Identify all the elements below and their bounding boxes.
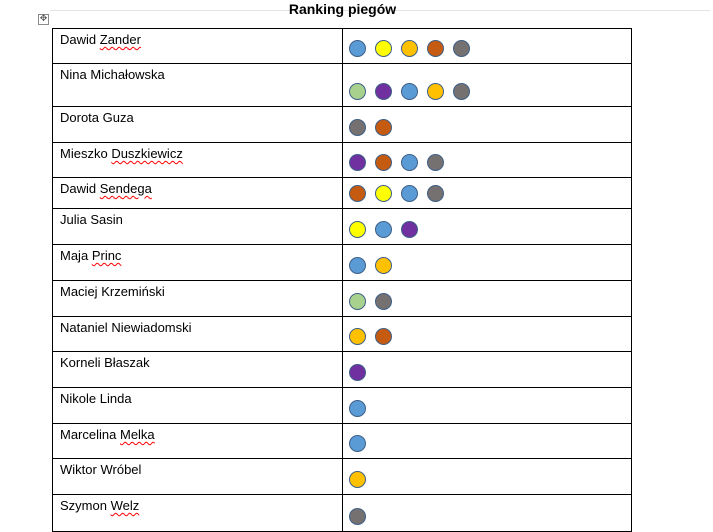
person-name [53, 29, 141, 48]
first-name: Marcelina [60, 427, 117, 442]
rust-circle-icon [427, 40, 444, 57]
rust-circle-icon [375, 328, 392, 345]
name-cell[interactable] [53, 495, 343, 532]
freckle-dots [349, 38, 479, 58]
last-name: Michałowska [90, 67, 165, 82]
person-name [53, 281, 165, 300]
name-cell[interactable] [53, 209, 343, 245]
freckle-dots [349, 81, 479, 101]
freckle-cell[interactable] [343, 495, 632, 532]
blue-circle-icon [349, 435, 366, 452]
freckle-dots [349, 255, 401, 275]
freckle-dots [349, 326, 401, 346]
freckle-cell[interactable] [343, 29, 632, 64]
green-circle-icon [349, 293, 366, 310]
freckle-cell[interactable] [343, 459, 632, 495]
table-row [53, 317, 632, 352]
name-cell[interactable] [53, 107, 343, 143]
blue-circle-icon [401, 154, 418, 171]
freckle-dots [349, 506, 375, 526]
table-row [53, 352, 632, 388]
name-cell[interactable] [53, 424, 343, 459]
table-row [53, 209, 632, 245]
blue-circle-icon [401, 83, 418, 100]
last-name: Duszkiewicz [111, 146, 183, 161]
first-name: Nikole [60, 391, 97, 406]
first-name: Szymon [60, 498, 107, 513]
freckle-cell[interactable] [343, 388, 632, 424]
name-cell[interactable] [53, 459, 343, 495]
person-name [53, 209, 123, 228]
yellow-circle-icon [375, 40, 392, 57]
orange-circle-icon [349, 328, 366, 345]
last-name: Zander [99, 32, 141, 47]
freckle-cell[interactable] [343, 143, 632, 178]
person-name [53, 424, 155, 443]
last-name: Melka [119, 427, 155, 442]
name-cell[interactable] [53, 64, 343, 107]
table-row [53, 495, 632, 532]
person-name [53, 143, 183, 162]
table-row [53, 143, 632, 178]
last-name: Błaszak [104, 355, 150, 370]
gray-circle-icon [349, 119, 366, 136]
last-name: Guza [102, 110, 134, 125]
freckle-cell[interactable] [343, 317, 632, 352]
last-name: Welz [110, 498, 140, 513]
orange-circle-icon [427, 83, 444, 100]
first-name: Mieszko [60, 146, 108, 161]
last-name: Wróbel [100, 462, 142, 477]
purple-circle-icon [375, 83, 392, 100]
blue-circle-icon [401, 185, 418, 202]
first-name: Dawid [60, 32, 97, 47]
freckle-dots [349, 117, 401, 137]
purple-circle-icon [401, 221, 418, 238]
first-name: Nina [60, 67, 87, 82]
last-name: Princ [91, 248, 122, 263]
yellow-circle-icon [375, 185, 392, 202]
yellow-circle-icon [349, 221, 366, 238]
first-name: Dorota [60, 110, 100, 125]
first-name: Wiktor [60, 462, 97, 477]
freckle-cell[interactable] [343, 178, 632, 209]
first-name: Maja [60, 248, 89, 263]
person-name [53, 245, 121, 264]
table-row [53, 424, 632, 459]
name-cell[interactable] [53, 317, 343, 352]
person-name [53, 459, 141, 478]
gray-circle-icon [375, 293, 392, 310]
person-name [53, 317, 192, 336]
blue-circle-icon [375, 221, 392, 238]
orange-circle-icon [401, 40, 418, 57]
table-row [53, 459, 632, 495]
person-name [53, 352, 150, 371]
purple-circle-icon [349, 154, 366, 171]
gray-circle-icon [427, 154, 444, 171]
table-row [53, 281, 632, 317]
freckle-cell[interactable] [343, 64, 632, 107]
name-cell[interactable] [53, 178, 343, 209]
name-cell[interactable] [53, 388, 343, 424]
freckle-cell[interactable] [343, 107, 632, 143]
person-name [53, 388, 132, 407]
freckle-dots [349, 152, 453, 172]
green-circle-icon [349, 83, 366, 100]
freckle-dots [349, 183, 453, 203]
last-name: Niewiadomski [111, 320, 192, 335]
first-name: Maciej [60, 284, 98, 299]
freckle-cell[interactable] [343, 245, 632, 281]
table-move-handle-icon[interactable]: ✥ [39, 14, 48, 24]
rust-circle-icon [375, 119, 392, 136]
document-title: Ranking piegów [288, 1, 397, 17]
last-name: Sasin [90, 212, 123, 227]
freckle-dots [349, 469, 375, 489]
orange-circle-icon [349, 471, 366, 488]
freckle-dots [349, 219, 427, 239]
gray-circle-icon [427, 185, 444, 202]
freckle-cell[interactable] [343, 281, 632, 317]
ranking-table [52, 28, 632, 532]
orange-circle-icon [375, 257, 392, 274]
person-name [53, 64, 165, 83]
freckle-dots [349, 291, 401, 311]
gray-circle-icon [349, 508, 366, 525]
freckle-cell[interactable] [343, 209, 632, 245]
person-name [53, 495, 139, 514]
blue-circle-icon [349, 400, 366, 417]
purple-circle-icon [349, 364, 366, 381]
freckle-dots [349, 398, 375, 418]
first-name: Dawid [60, 181, 97, 196]
name-cell[interactable] [53, 352, 343, 388]
gray-circle-icon [453, 40, 470, 57]
name-cell[interactable] [53, 143, 343, 178]
table-row [53, 178, 632, 209]
last-name: Linda [99, 391, 132, 406]
rust-circle-icon [349, 185, 366, 202]
table-row [53, 245, 632, 281]
name-cell[interactable] [53, 281, 343, 317]
last-name: Sendega [99, 181, 152, 196]
first-name: Nataniel [60, 320, 108, 335]
table-row [53, 107, 632, 143]
freckle-cell[interactable] [343, 352, 632, 388]
name-cell[interactable] [53, 245, 343, 281]
freckle-dots [349, 362, 375, 382]
blue-circle-icon [349, 40, 366, 57]
freckle-cell[interactable] [343, 424, 632, 459]
last-name: Krzemiński [101, 284, 165, 299]
table-row [53, 64, 632, 107]
person-name [53, 178, 152, 197]
rust-circle-icon [375, 154, 392, 171]
person-name [53, 107, 134, 126]
first-name: Korneli [60, 355, 101, 370]
first-name: Julia [60, 212, 87, 227]
table-row [53, 388, 632, 424]
freckle-dots [349, 433, 375, 453]
name-cell[interactable] [53, 29, 343, 64]
blue-circle-icon [349, 257, 366, 274]
table-row [53, 29, 632, 64]
gray-circle-icon [453, 83, 470, 100]
